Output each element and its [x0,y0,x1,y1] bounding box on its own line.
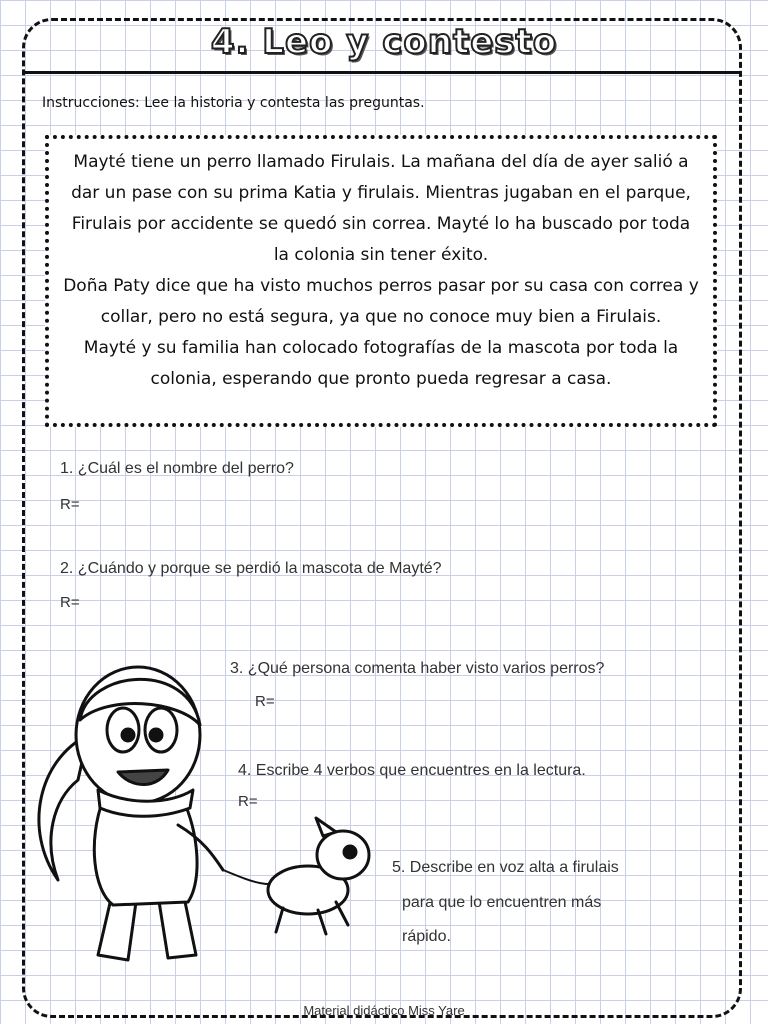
instructions-text: Instrucciones: Lee la historia y contesta las preguntas. [42,95,425,111]
answer-label-2: R= [60,594,80,611]
answer-label-4: R= [238,793,258,810]
dog-head-shape [317,831,369,879]
question-5-line-3: rápido. [402,928,451,945]
story-paragraph-3: Mayté y su familia han colocado fotografías de la mascota por toda la colonia, esperando que pronto pueda regresar a casa. [83,338,679,389]
page-title: 4. Leo y contesto [210,22,558,62]
question-1: 1. ¿Cuál es el nombre del perro? [60,460,294,477]
girl-walking-dog-illustration [18,640,388,980]
story-paragraph-2: Doña Paty dice que ha visto muchos perros pasar por su casa con correa y collar, pero no está segura, ya que no conoce muy bien a Firulais. [63,276,699,327]
story-paragraph-1: Mayté tiene un perro llamado Firulais. La mañana del día de ayer salió a dar un pase con su prima Katia y firulais. Mientras jugaban en el parque, Firulais por accidente se quedó sin correa. Mayté lo ha buscado por toda la colonia sin tener éxito. [71,152,691,265]
answer-label-1: R= [60,496,80,513]
answer-label-3: R= [255,693,275,710]
question-5-line-1: 5. Describe en voz alta a firulais [392,859,619,876]
question-4: 4. Escribe 4 verbos que encuentres en la lectura. [238,762,586,779]
question-3: 3. ¿Qué persona comenta haber visto varios perros? [230,660,605,677]
footer-credit: Material didáctico Miss Yare [303,1003,465,1018]
question-2: 2. ¿Cuándo y porque se perdió la mascota de Mayté? [60,560,442,577]
story-box [45,135,717,427]
question-5-line-2: para que lo encuentren más [402,894,602,911]
